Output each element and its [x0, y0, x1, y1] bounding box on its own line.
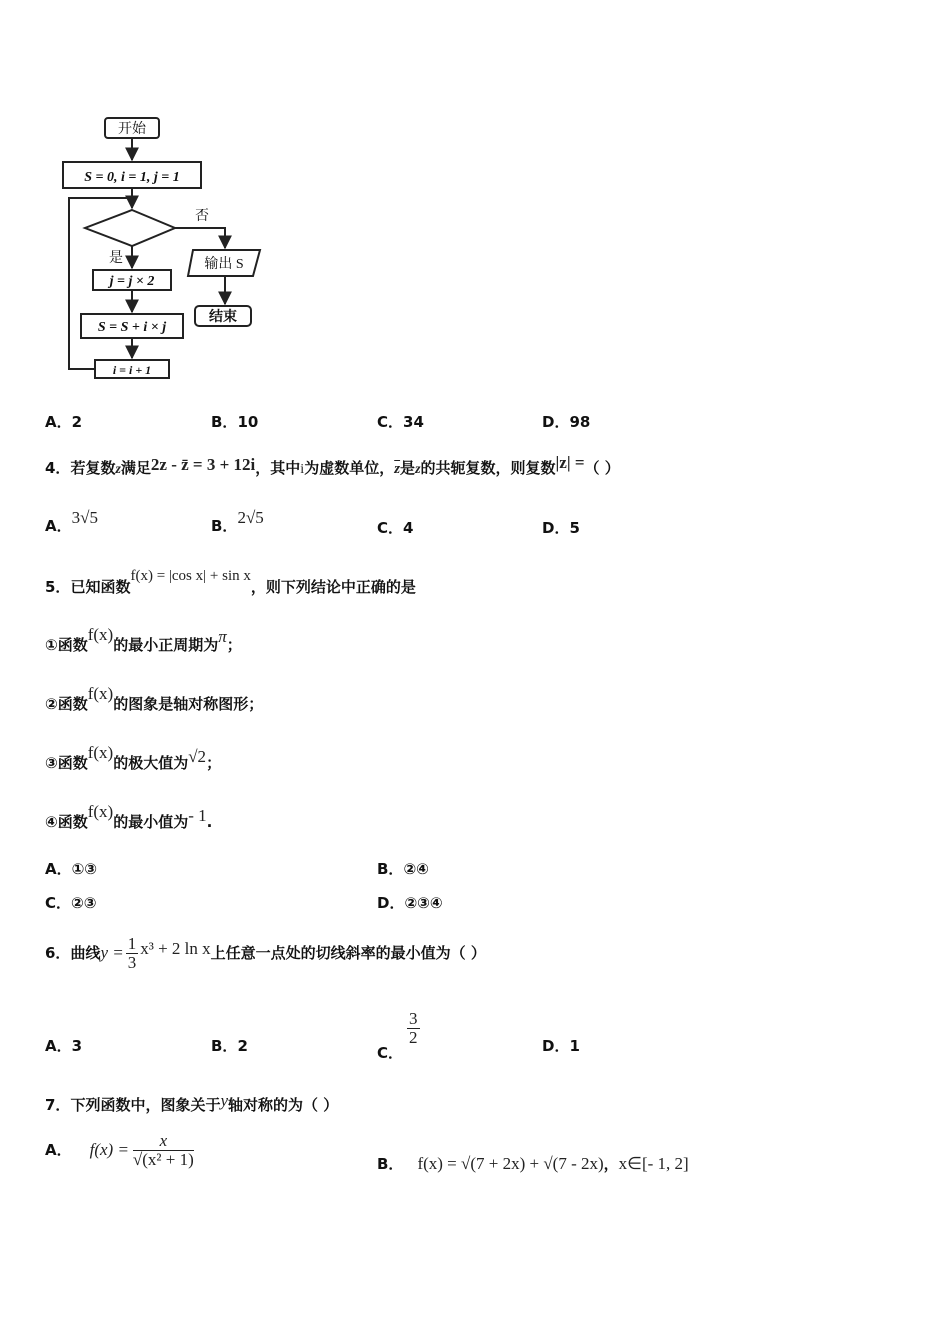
- flowchart-decision-diamond: [85, 210, 175, 246]
- q4-option-c[interactable]: C．4: [377, 519, 414, 537]
- q4-option-d[interactable]: D．5: [542, 519, 580, 537]
- q6-option-c[interactable]: C． $\frac{3}{2}$: [377, 1009, 418, 1062]
- flowchart-step2-text: S = S + i × j: [97, 320, 167, 335]
- q5-function: f(x) = |cos x| + sin x: [130, 568, 251, 584]
- q4-stem: 4．若复数z满足2z - z̄ = 3 + 12i，其中i为虚数单位，$\overline{z}$是z的共轭复数，则复数|z| =（ ）: [45, 453, 620, 477]
- q5-stem: 5．已知函数f(x) = |cos x| + sin x，则下列结论中正确的是: [45, 568, 416, 596]
- q4-option-b[interactable]: B．2√5: [211, 508, 264, 535]
- q6-option-d[interactable]: D．1: [542, 1037, 580, 1055]
- flowchart-start-text: 开始: [118, 122, 146, 137]
- q7-option-b[interactable]: B． f(x) = √(7 + 2x) + √(7 - 2x)，x∈[- 1, 2]: [377, 1154, 689, 1173]
- q6-option-b[interactable]: B．2: [211, 1037, 248, 1055]
- flowchart-step3-text: i = i + 1: [112, 363, 152, 377]
- q3-option-c[interactable]: C．34: [377, 413, 424, 431]
- q4-option-a[interactable]: A．3√5: [45, 508, 98, 535]
- q5-statement-3: ③函数f(x)的极大值为√2；: [45, 743, 222, 772]
- q5-option-a[interactable]: A．①③: [45, 860, 98, 878]
- flowchart-step1-text: j = j × 2: [109, 274, 155, 289]
- q3-option-b[interactable]: B．10: [211, 413, 259, 431]
- q5-option-c[interactable]: C．②③: [45, 894, 97, 912]
- q5-statement-4: ④函数f(x)的最小值为- 1.: [45, 802, 213, 831]
- flowchart-figure: [55, 110, 285, 400]
- q5-statement-1: ①函数f(x)的最小正周期为π；: [45, 625, 242, 654]
- q4-equation: 2z - z̄ = 3 + 12i: [150, 455, 256, 474]
- flowchart-yes-label: 是: [109, 251, 123, 266]
- q5-option-b[interactable]: B．②④: [377, 860, 429, 878]
- q5-option-d[interactable]: D．②③④: [377, 894, 443, 912]
- q5-statement-2: ②函数f(x)的图象是轴对称图形；: [45, 684, 264, 713]
- q6-fraction: $\frac{1}{3}$: [127, 934, 137, 972]
- q7-stem: 7．下列函数中，图象关于y轴对称的为（ ）: [45, 1091, 339, 1114]
- q3-option-d[interactable]: D．98: [542, 413, 591, 431]
- q7-option-a[interactable]: A． f(x) = $\frac{x}{\text{√(x² + 1)}}$: [45, 1131, 194, 1169]
- flowchart-end-text: 结束: [209, 310, 237, 325]
- q4-modulus: |z| =: [555, 453, 585, 472]
- q6-option-a[interactable]: A．3: [45, 1037, 83, 1055]
- flowchart-no-label: 否: [195, 209, 209, 224]
- flowchart-output-text: 输出 S: [204, 257, 244, 272]
- q3-option-a[interactable]: A．2: [45, 413, 83, 431]
- q6-stem: 6．曲线y = $\frac{1}{3}$ x³ + 2 ln x上任意一点处的切线斜率的最小值为（ ）: [45, 934, 486, 972]
- flowchart-init-text: S = 0, i = 1, j = 1: [84, 170, 180, 185]
